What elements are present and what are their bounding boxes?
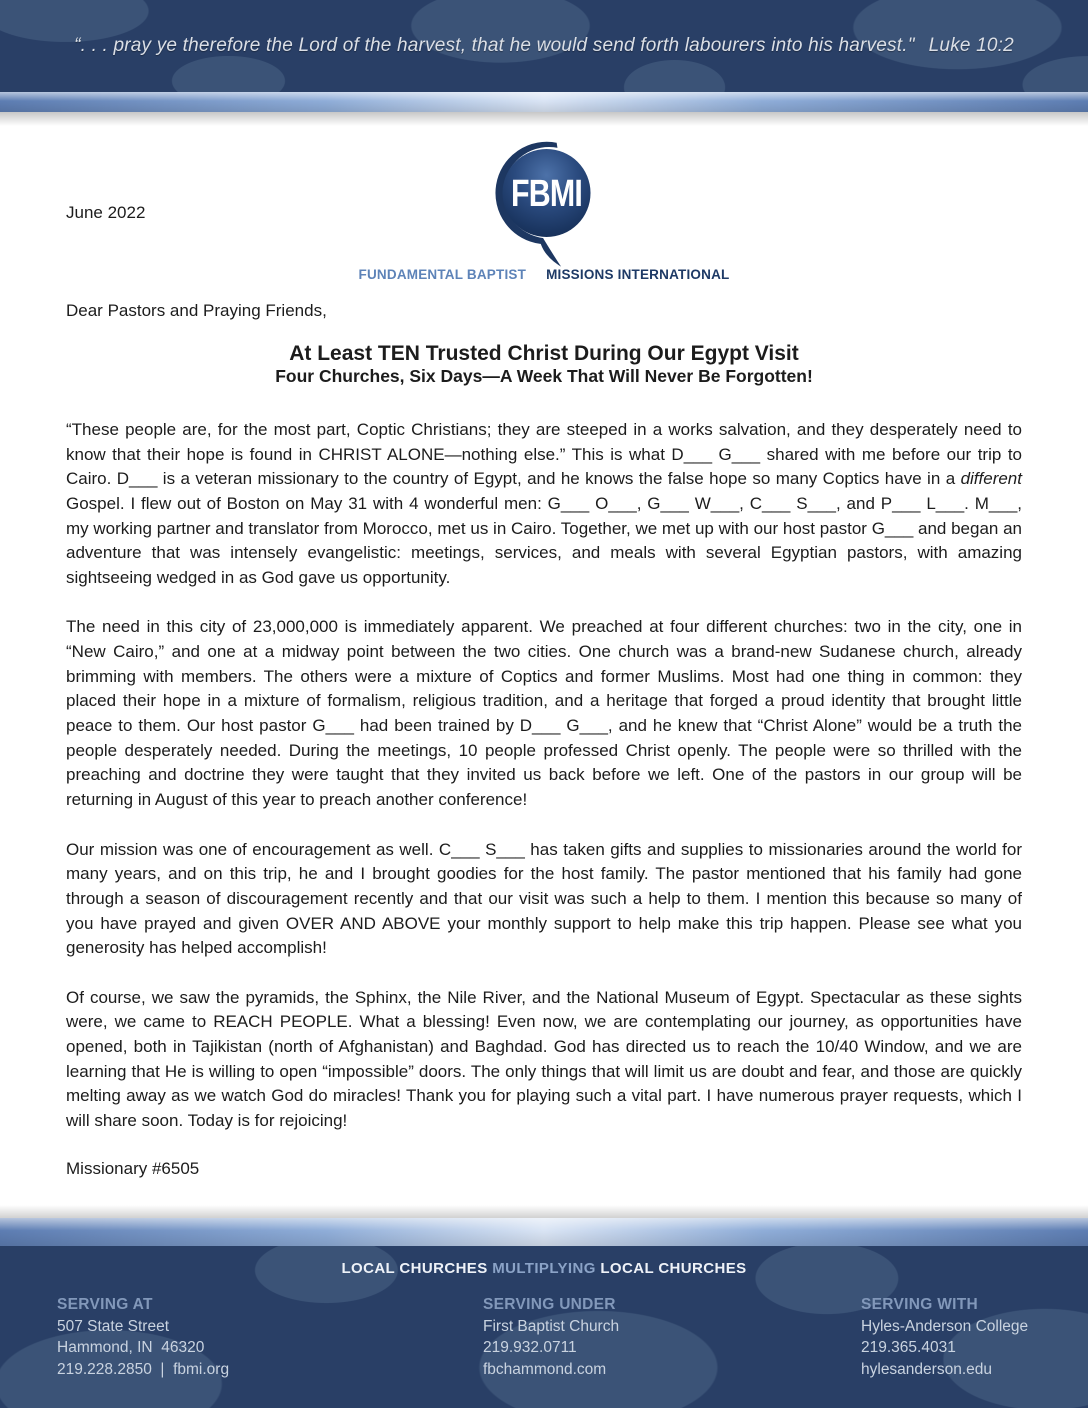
column-line: First Baptist Church <box>483 1317 620 1335</box>
letter-date: June 2022 <box>66 203 146 222</box>
footer-column-serving-at <box>57 1294 483 1380</box>
letter-title: At Least TEN Trusted Christ During Our Egypt Visit <box>289 342 799 365</box>
footer-tagline-part3: LOCAL CHURCHES <box>600 1260 747 1277</box>
column-line: 219.228.2850 | fbmi.org <box>57 1360 230 1378</box>
logo-acronym: FBMI <box>511 172 583 215</box>
column-heading: SERVING UNDER <box>483 1296 616 1313</box>
footer-accent-stripe <box>0 1218 1088 1246</box>
column-heading: SERVING AT <box>57 1296 153 1313</box>
footer-tagline <box>0 1260 1088 1277</box>
salutation: Dear Pastors and Praying Friends, <box>66 301 327 320</box>
column-line: fbchammond.com <box>483 1360 607 1378</box>
column-line: Hammond, IN 46320 <box>57 1339 205 1356</box>
letter-paragraph: The need in this city of 23,000,000 is immediately apparent. We preached at four different churches: two in the city, one in “New Cairo,” and one at a midway point between the two cities. One church was a brand-new Sudanese church, already brimming with members. The others were a mixture of Coptics and former Muslims. Most had one thing in common: they placed their hope in a mixture of formalism, religious tradition, and a heritage that forged a proud identity that brought little peace to them. Our host pastor G___ had been trained by D___ G___, and he knew that “Christ Alone” would be a truth the people desperately needed. During the meetings, 10 people professed Christ openly. The people were so thrilled with the preaching and doctrine they were taught that they invited us back before we left. One of the pastors in our group will be returning in August of this year to preach another conference! <box>66 617 1022 809</box>
column-line: hylesanderson.edu <box>861 1360 992 1378</box>
footer-tagline-part2: MULTIPLYING <box>492 1260 596 1277</box>
scripture-quote-text: “. . . pray ye therefore the Lord of the harvest, that he would send forth labourers into his harvest." <box>74 35 915 56</box>
column-heading: SERVING WITH <box>861 1296 978 1313</box>
fbmi-logo <box>359 141 730 282</box>
letter-paragraph: Our mission was one of encouragement as well. C___ S___ has taken gifts and supplies to missionaries around the world for many years, and on this trip, he and I brought goodies for the host family. The pastor mentioned that his family had gone through a season of discouragement recently and that our visit was such a help to them. I mention this because so many of you have prayed and given OVER AND ABOVE your monthly support to help make this trip happen. Please see what you generosity has helped accomplish! <box>66 839 1022 958</box>
letter-paragraph: “These people are, for the most part, Coptic Christians; they are steeped in a works salvation, and they desperately need to know that their hope is found in CHRIST ALONE—nothing else.” This is what D___ G___ shared with me before our trip to Cairo. D___ is a veteran missionary to the country of Egypt, and he knows the false hope so many Coptics have in a different Gospel. I flew out of Boston on May 31 with 4 wonderful men: G___ O___, G___ W___, C___ S___, and P___ L___. M___, my working partner and translator from Morocco, met us in Cairo. Together, we met up with our host pastor G___ and began an adventure that was intensely evangelistic: meetings, services, and meals with several Egyptian pastors, with amazing sightseeing wedged in as God gave us opportunity. <box>66 420 1022 587</box>
footer-column-serving-with <box>861 1294 1088 1380</box>
logo-name-right: MISSIONS INTERNATIONAL <box>546 267 730 282</box>
logo-names <box>359 267 730 282</box>
letter-head <box>66 126 1022 301</box>
missionary-id: Missionary #6505 <box>66 1158 200 1178</box>
footer-shadow <box>0 1205 1088 1218</box>
fbmi-globe-icon <box>488 141 600 271</box>
logo-name-left: FUNDAMENTAL BAPTIST <box>358 267 527 282</box>
footer-columns <box>0 1294 1088 1380</box>
header-banner <box>0 0 1088 92</box>
letter-subtitle: Four Churches, Six Days—A Week That Will Never Be Forgotten! <box>275 366 813 386</box>
column-line: 219.932.0711 <box>483 1339 577 1356</box>
scripture-reference: Luke 10:2 <box>928 35 1014 56</box>
header-accent-stripe <box>0 92 1088 112</box>
footer-tagline-part1: LOCAL CHURCHES <box>341 1260 488 1277</box>
letter-paragraph: Of course, we saw the pyramids, the Sphinx, the Nile River, and the National Museum of Egypt. Spectacular as these sights were, we came to REACH PEOPLE. What a blessing! Even now, we are contemplating our journey, as opportunities have opened, both in Tajikistan (north of Afghanistan) and Baghdad. God has directed us to reach the 10/40 Window, and we are learning that He is willing to open “impossible” doors. The only things that will limit us are doubt and fear, and those are quickly melting away as we watch God do miracles! Thank you for playing such a vital part. I have numerous prayer requests, which I will share soon. Today is for rejoicing! <box>66 987 1022 1131</box>
footer-column-serving-under <box>483 1294 861 1380</box>
scripture-quote <box>74 35 1014 57</box>
footer-banner <box>0 1246 1088 1408</box>
column-line: Hyles-Anderson College <box>861 1317 1029 1335</box>
letter-body <box>0 126 1088 1205</box>
column-line: 507 State Street <box>57 1317 170 1335</box>
column-line: 219.365.4031 <box>861 1339 956 1356</box>
header-shadow <box>0 112 1088 126</box>
